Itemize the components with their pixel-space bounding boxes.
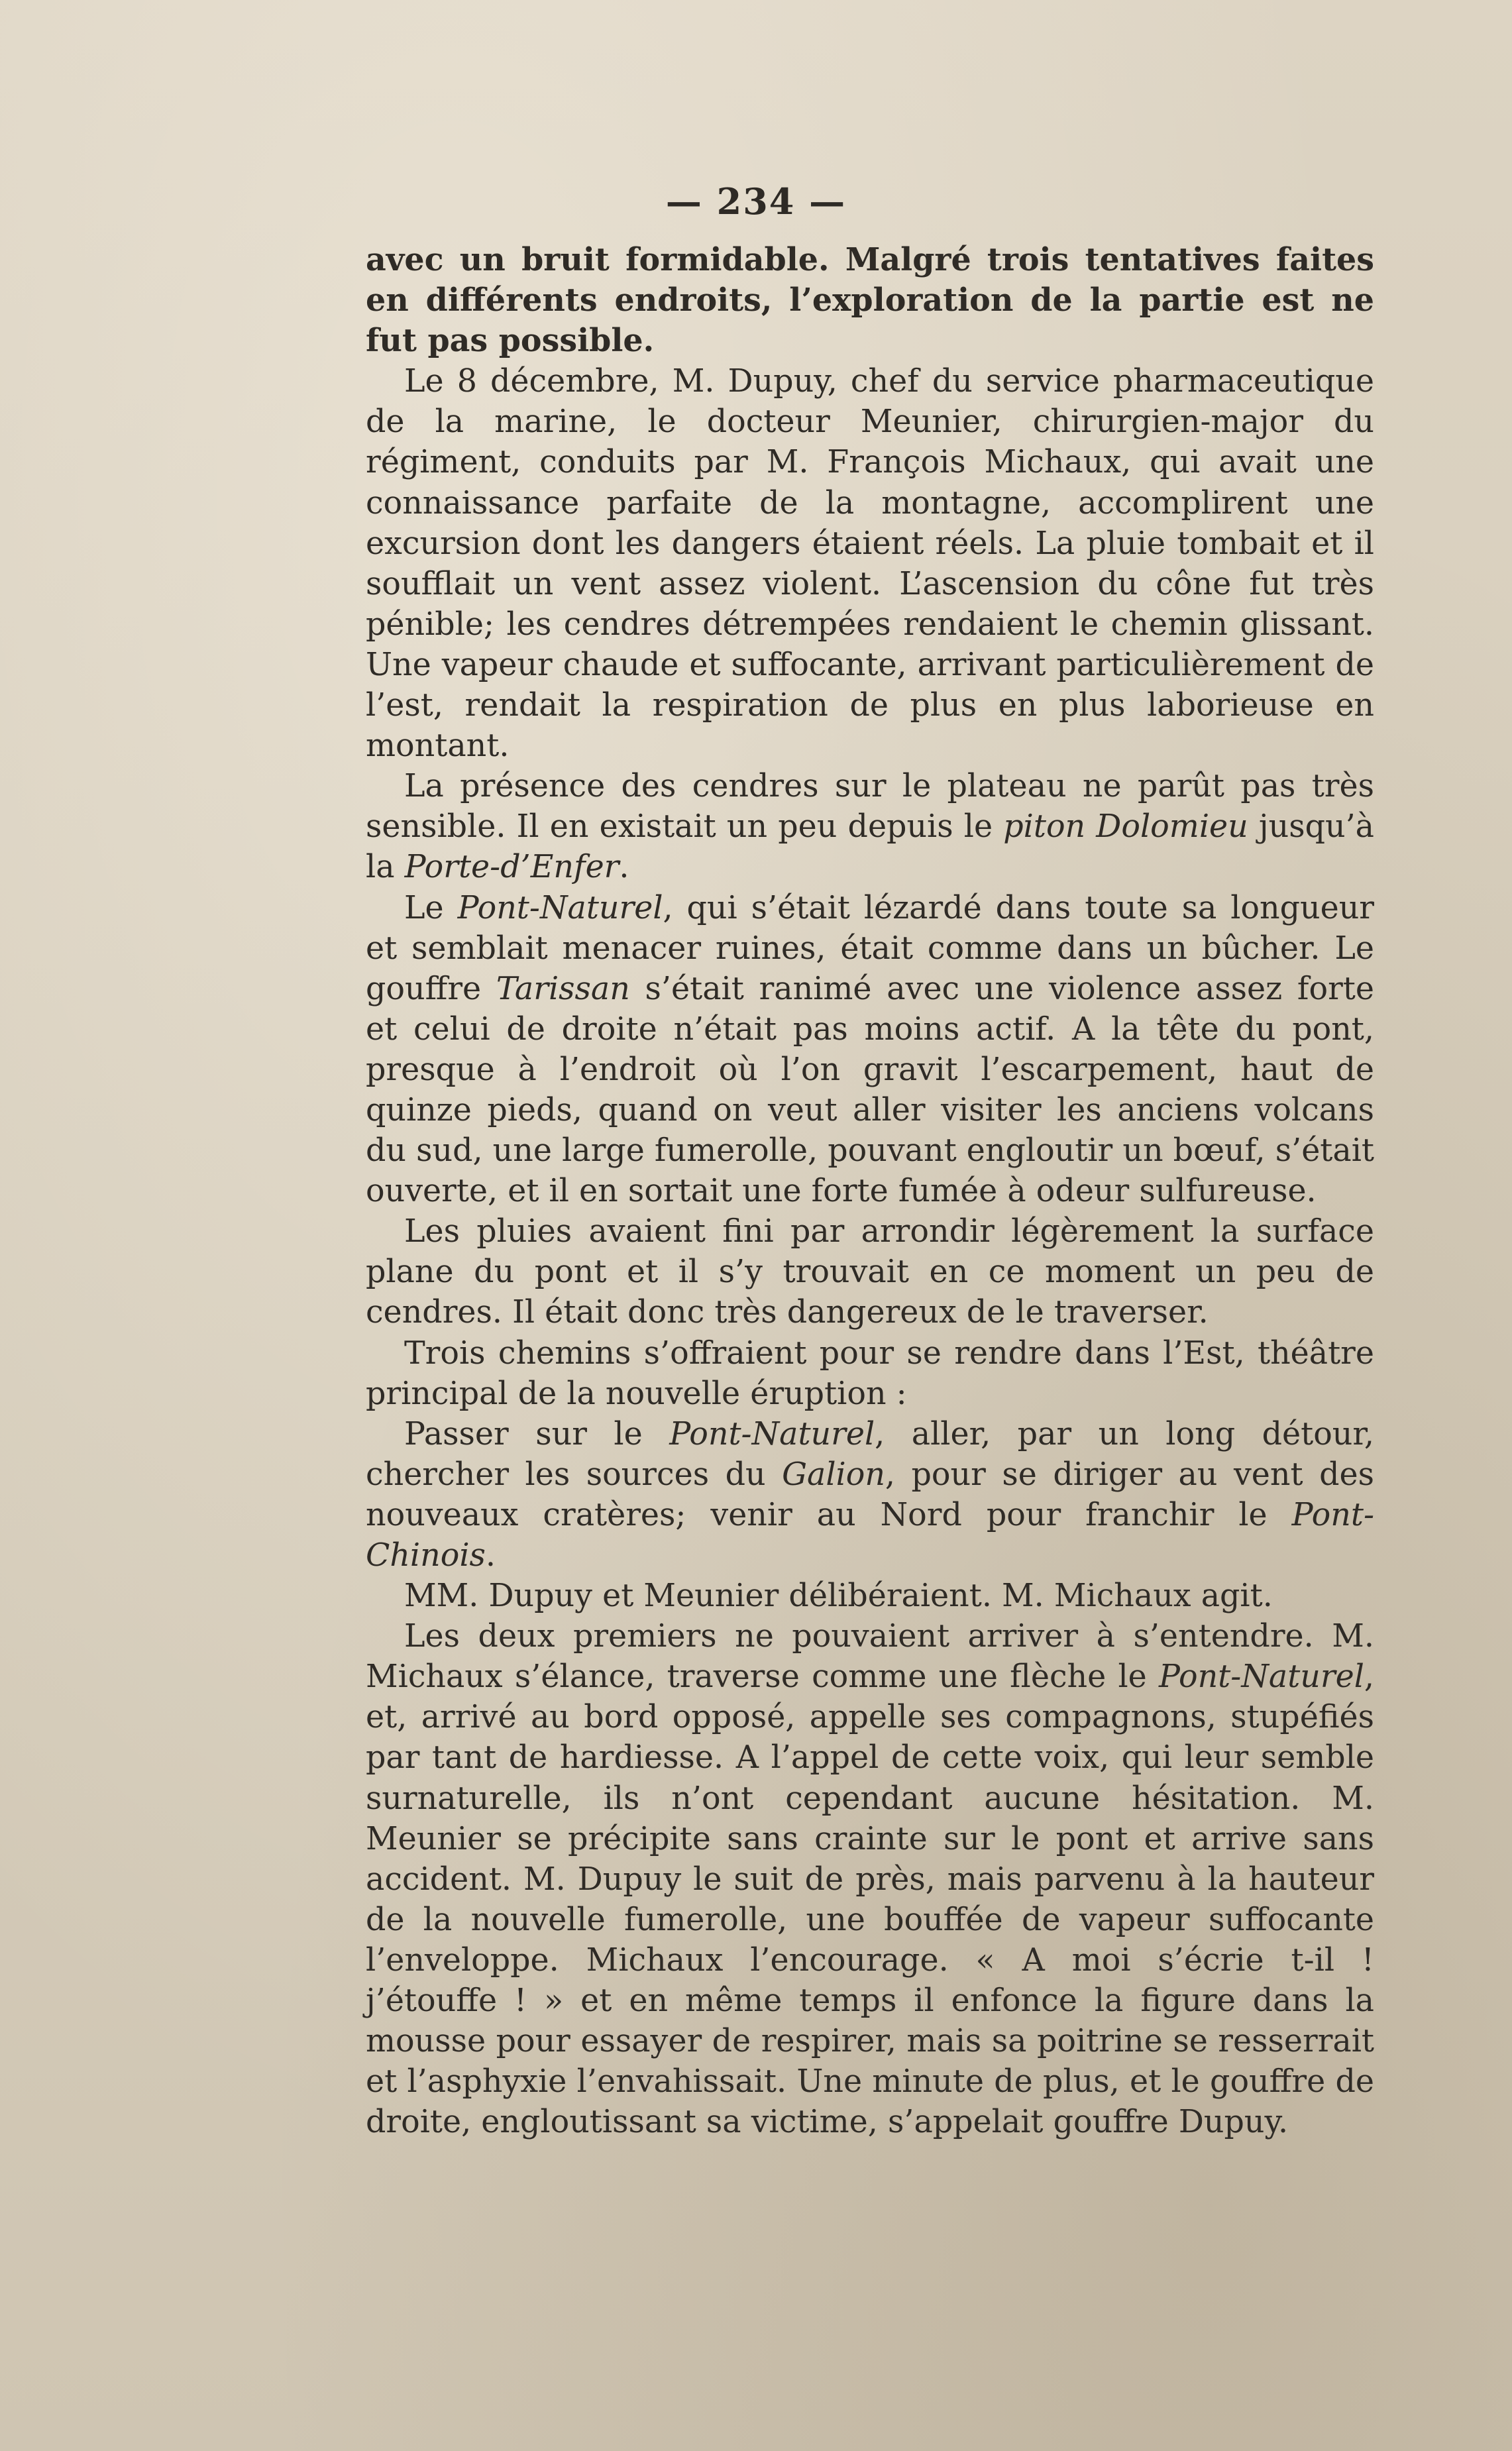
place-name-galion: Galion xyxy=(782,1456,885,1493)
paragraph-4-text-1: Le xyxy=(404,889,458,926)
paragraph-7-text-1: Passer sur le xyxy=(404,1415,670,1452)
place-name-pont-naturel-3: Pont-Naturel xyxy=(1158,1659,1364,1696)
place-name-tarissan: Tarissan xyxy=(496,970,630,1007)
paragraph-1: avec un bruit formidable. Malgré trois tentatives faites en différents endroits, l’exploration de la partie est ne fut pas possible. xyxy=(366,241,1374,360)
paragraph-9 xyxy=(366,1616,1374,2142)
body-text xyxy=(366,240,1374,2142)
paragraph-4-text-3: s’était ranimé avec une violence assez forte et celui de droite n’était pas moins actif. A la tête du pont, presque à l’endroit où l’on gravit l’escarpement, haut de quinze pieds, quand on veut aller visiter les anciens volcans du sud, une large fumerolle, pouvant engloutir un bœuf, s’était ouverte, et il en sortait une forte fumée à odeur sulfureuse. xyxy=(366,970,1374,1210)
paragraph-3-text-3: . xyxy=(619,849,629,886)
paragraph-2: Le 8 décembre, M. Dupuy, chef du service pharmaceutique de la marine, le docteur Meunier, chirurgien-major du régiment, conduits par M. François Michaux, qui avait une connaissance parfaite de la montagne, accomplirent une excursion dont les dangers étaient réels. La pluie tombait et il soufflait un vent assez violent. L’ascension du cône fut très pénible; les cendres détrempées rendaient le chemin glissant. Une vapeur chaude et suffocante, arrivant particulièrement de l’est, rendait la respiration de plus en plus laborieuse en montant. xyxy=(366,363,1374,765)
paragraph-7-text-4: . xyxy=(485,1537,496,1574)
paragraph-5: Les pluies avaient fini par arrondir légèrement la surface plane du pont et il s’y trouvait en ce moment un peu de cendres. Il était donc très dangereux de le traverser. xyxy=(366,1213,1374,1331)
paragraph-4-text-2: , qui s’était lézardé dans toute sa longueur et semblait menacer ruines, était comme dans un bûcher. Le gouffre xyxy=(366,889,1374,1007)
paragraph-3-text-2: jusqu’à la xyxy=(366,808,1374,886)
place-name-pont-chinois: Pont-Chinois xyxy=(366,1496,1374,1574)
place-name-pont-naturel-2: Pont-Naturel xyxy=(669,1415,875,1452)
place-name-pont-naturel: Pont-Naturel xyxy=(457,889,663,926)
paragraph-4 xyxy=(366,888,1374,1212)
paragraph-7-text-3: , pour se diriger au vent des nouveaux cratères; venir au Nord pour franchir le xyxy=(366,1456,1374,1533)
paragraph-7 xyxy=(366,1414,1374,1576)
paragraph-6: Trois chemins s’offraient pour se rendre dans l’Est, théâtre principal de la nouvelle éruption : xyxy=(366,1334,1374,1412)
place-name-porte-d-enfer: Porte-d’Enfer xyxy=(404,849,620,886)
paragraph-9-text-1: Les deux premiers ne pouvaient arriver à s’entendre. M. Michaux s’élance, traverse comme une flèche le xyxy=(366,1618,1374,1696)
paragraph-7-text-2: , aller, par un long détour, chercher les sources du xyxy=(366,1415,1374,1493)
paragraph-3 xyxy=(366,766,1374,887)
paragraph-3-text-1: La présence des cendres sur le plateau ne parût pas très sensible. Il en existait un peu depuis le xyxy=(366,768,1374,845)
paragraph-9-text-2: , et, arrivé au bord opposé, appelle ses compagnons, stupéfiés par tant de hardiesse. A l’appel de cette voix, qui leur semble surnaturelle, ils n’ont cependant aucune hésitation. M. Meunier se précipite sans crainte sur le pont et arrive sans accident. M. Dupuy le suit de près, mais parvenu à la hauteur de la nouvelle fumerolle, une bouffée de vapeur suffocante l’enveloppe. Michaux l’encourage. « A moi s’écrie t-il ! j’étouffe ! » et en même temps il enfonce la figure dans la mousse pour essayer de respirer, mais sa poitrine se resserrait et l’asphyxie l’envahissait. Une minute de plus, et le gouffre de droite, engloutissant sa victime, s’appelait gouffre Dupuy. xyxy=(366,1659,1374,2141)
page-number: — 234 — xyxy=(665,180,847,223)
paragraph-8: MM. Dupuy et Meunier délibéraient. M. Michaux agit. xyxy=(404,1578,1273,1615)
place-name-piton-dolomieu: piton Dolomieu xyxy=(1003,808,1248,845)
